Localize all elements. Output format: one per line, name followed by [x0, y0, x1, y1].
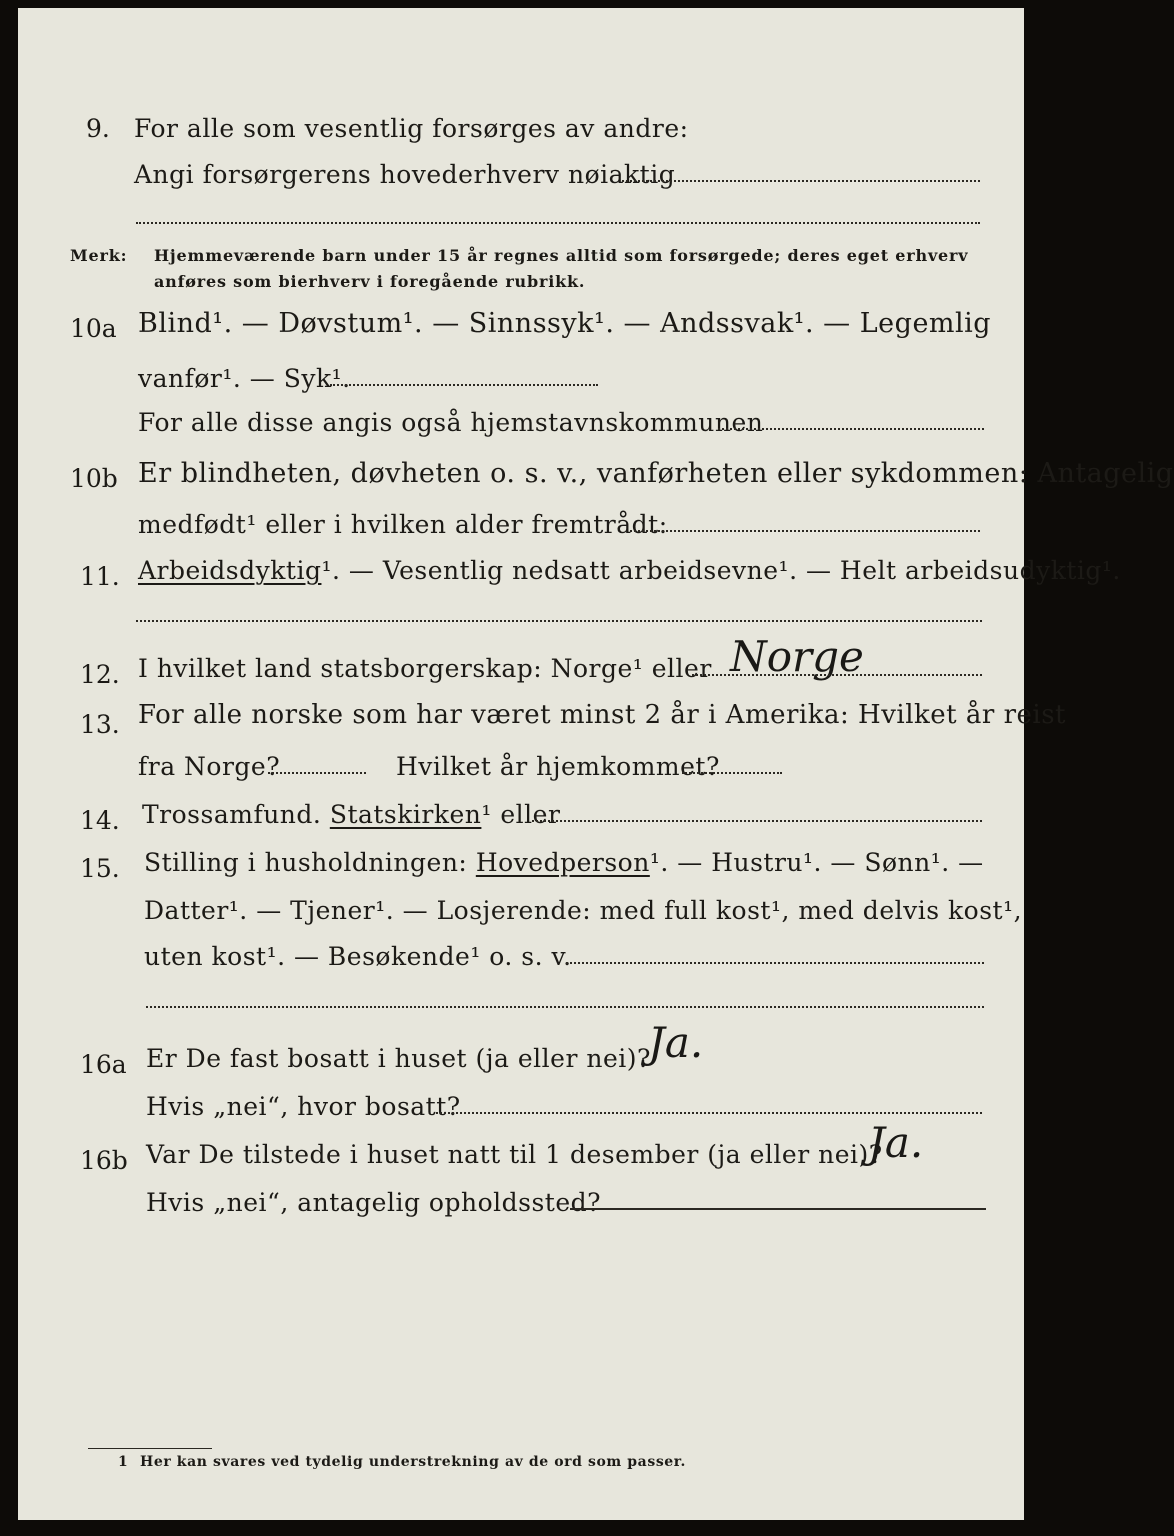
q16b-answer-field[interactable] — [570, 1208, 986, 1210]
q14-label: Trossamfund. — [142, 800, 322, 829]
q15-line1 — [144, 850, 984, 875]
q16a-line1: Er De fast bosatt i huset (ja eller nei)? — [146, 1044, 651, 1073]
q10a-line3: For alle disse angis også hjemstavnskommunen — [138, 408, 764, 437]
q10b-number: 10b — [70, 464, 118, 493]
q13-reist-field[interactable] — [268, 772, 366, 774]
q9-number: 9. — [86, 114, 110, 143]
q12-answer-field[interactable] — [692, 674, 982, 676]
merk-label: Merk: — [70, 246, 128, 265]
q13-hjemkommet-field[interactable] — [682, 772, 782, 774]
q11-option-arbeidsdyktig[interactable]: Arbeidsdyktig — [138, 556, 322, 585]
q16b-number: 16b — [80, 1146, 128, 1175]
q10b-answer-field[interactable] — [630, 530, 980, 532]
q14-option-statskirken[interactable]: Statskirken — [329, 800, 482, 829]
q10b-line1: Er blindheten, døvheten o. s. v., vanførheten eller sykdommen: Antagelig — [138, 458, 1174, 489]
q10a-line2: vanfør¹. — Syk¹. — [138, 364, 351, 393]
q16b-line2: Hvis „nei“, antagelig opholdssted? — [146, 1188, 602, 1217]
q16a-handwritten-answer: Ja. — [648, 1018, 704, 1067]
footnote-text: Her kan svares ved tydelig understrekning av de ord som passer. — [140, 1454, 686, 1470]
q16b-line1: Var De tilstede i huset natt til 1 desember (ja eller nei)? — [146, 1140, 883, 1169]
q12-number: 12. — [80, 660, 120, 689]
q11-answer-field[interactable] — [136, 620, 982, 622]
q15-option-hovedperson[interactable]: Hovedperson — [475, 848, 650, 877]
q12-line: I hvilket land statsborgerskap: Norge¹ eller — [138, 654, 712, 683]
q11-number: 11. — [80, 562, 120, 591]
q9-line2: Angi forsørgerens hovederhverv nøiaktig — [134, 160, 676, 189]
q10a-hjemstavn-field[interactable] — [718, 428, 984, 430]
q9-answer-field-2[interactable] — [136, 222, 980, 224]
q12-handwritten-answer: Norge — [730, 632, 864, 681]
q9-line1: For alle som vesentlig forsørges av andre: — [134, 114, 689, 143]
footnote-mark: 1 — [118, 1454, 129, 1470]
q14-line — [142, 802, 560, 827]
q15-answer-field-2[interactable] — [146, 1006, 984, 1008]
q15-line3: uten kost¹. — Besøkende¹ o. s. v. — [144, 942, 572, 971]
q13-number: 13. — [80, 710, 120, 739]
footnote-rule — [88, 1448, 212, 1449]
merk-line2: anføres som bierhverv i foregående rubrikk. — [154, 272, 586, 291]
q15-line2: Datter¹. — Tjener¹. — Losjerende: med full kost¹, med delvis kost¹, — [144, 896, 1023, 925]
q15-rest: ¹. — Hustru¹. — Sønn¹. — — [649, 848, 984, 877]
q10a-line1: Blind¹. — Døvstum¹. — Sinnssyk¹. — Andssvak¹. — Legemlig — [138, 308, 992, 339]
q10b-line2: medfødt¹ eller i hvilken alder fremtrådt: — [138, 510, 668, 539]
q14-answer-field[interactable] — [532, 820, 982, 822]
q10a-answer-field[interactable] — [330, 384, 598, 386]
census-form-page — [18, 8, 1174, 1520]
q10a-number: 10a — [70, 314, 117, 343]
q15-label: Stilling i husholdningen: — [144, 848, 468, 877]
q13-line2a: fra Norge? — [138, 752, 281, 781]
q15-answer-field[interactable] — [566, 962, 984, 964]
q14-rest: ¹ eller — [481, 800, 561, 829]
q13-line1: For alle norske som har været minst 2 år i Amerika: Hvilket år reist — [138, 700, 1066, 730]
q16a-line2: Hvis „nei“, hvor bosatt? — [146, 1092, 461, 1121]
q16a-number: 16a — [80, 1050, 127, 1079]
q15-number: 15. — [80, 854, 120, 883]
merk-line1: Hjemmeværende barn under 15 år regnes alltid som forsørgede; deres eget erhverv — [154, 246, 969, 265]
q11-line — [138, 558, 1121, 583]
q14-number: 14. — [80, 806, 120, 835]
q11-rest: ¹. — Vesentlig nedsatt arbeidsevne¹. — Helt arbeidsudyktig¹. — [321, 556, 1121, 585]
q13-line2b: Hvilket år hjemkommet? — [396, 752, 720, 781]
q16b-handwritten-answer: Ja. — [868, 1118, 924, 1167]
q16a-answer-field[interactable] — [436, 1112, 982, 1114]
q9-answer-field[interactable] — [622, 180, 980, 182]
